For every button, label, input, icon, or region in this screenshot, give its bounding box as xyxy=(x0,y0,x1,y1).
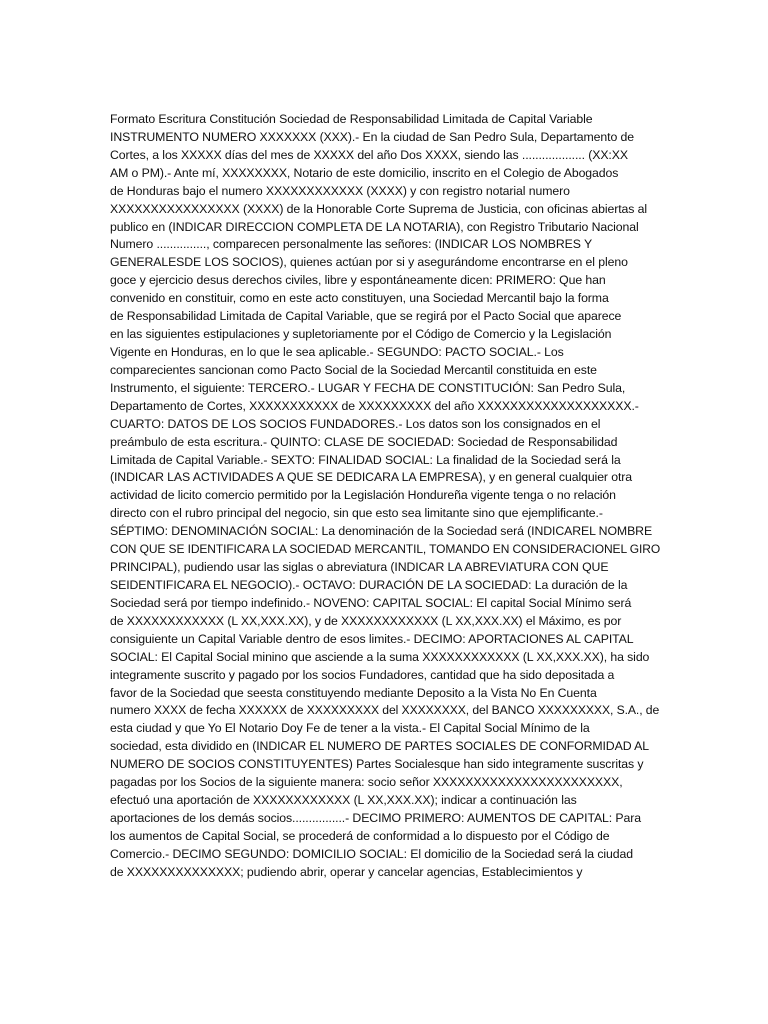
document-text-line: aportaciones de los demás socios................- DECIMO PRIMERO: AUMENTOS DE CAPITAL: Para xyxy=(110,810,641,825)
document-text-line: PRINCIPAL), pudiendo usar las siglas o abreviatura (INDICAR LA ABREVIATURA CON QUE xyxy=(110,560,609,575)
document-text-line: de XXXXXXXXXXXXXX; pudiendo abrir, operar y cancelar agencias, Establecimientos y xyxy=(110,864,583,879)
document-text-line: Formato Escritura Constitución Sociedad de Responsabilidad Limitada de Capital Variable xyxy=(110,112,593,126)
document-text-line: Cortes, a los XXXXX días del mes de XXXXX del año Dos XXXX, siendo las ................... (XX:XX xyxy=(110,147,628,162)
document-text-line: INSTRUMENTO NUMERO XXXXXXX (XXX).- En la ciudad de San Pedro Sula, Departamento de xyxy=(110,129,634,144)
document-text-line: XXXXXXXXXXXXXXXX (XXXX) de la Honorable Corte Suprema de Justicia, con oficinas abiertas al xyxy=(110,201,648,216)
document-text-line: SÉPTIMO: DENOMINACIÓN SOCIAL: La denominación de la Sociedad será (INDICAREL NOMBRE xyxy=(110,524,653,539)
document-page xyxy=(110,111,660,882)
document-text-line: Instrumento, el siguiente: TERCERO.- LUGAR Y FECHA DE CONSTITUCIÓN: San Pedro Sula, xyxy=(110,380,626,395)
document-text-line: AM o PM).- Ante mí, XXXXXXXX, Notario de este domicilio, inscrito en el Colegio de Abogados xyxy=(110,165,619,180)
document-text-line: Numero ..............., comparecen personalmente las señores: (INDICAR LOS NOMBRES Y xyxy=(110,237,593,252)
document-text-line: preámbulo de esta escritura.- QUINTO: CLASE DE SOCIEDAD: Sociedad de Responsabilidad xyxy=(110,434,618,449)
document-text-line: Limitada de Capital Variable.- SEXTO: FINALIDAD SOCIAL: La finalidad de la Sociedad será la xyxy=(110,452,621,467)
document-text-line: CON QUE SE IDENTIFICARA LA SOCIEDAD MERCANTIL, TOMANDO EN CONSIDERACIONEL GIRO xyxy=(110,542,661,557)
document-text-line: sociedad, esta dividido en (INDICAR EL NUMERO DE PARTES SOCIALES DE CONFORMIDAD AL xyxy=(110,739,649,754)
document-text-line: esta ciudad y que Yo El Notario Doy Fe de tener a la vista.- El Capital Social Mínimo de la xyxy=(110,721,590,736)
document-text-line: (INDICAR LAS ACTIVIDADES A QUE SE DEDICARA LA EMPRESA), y en general cualquier otra xyxy=(110,470,633,485)
document-text-line: comparecientes sancionan como Pacto Social de la Sociedad Mercantil constituida en este xyxy=(110,362,597,377)
document-text-line: SEIDENTIFICARA EL NEGOCIO).- OCTAVO: DURACIÓN DE LA SOCIEDAD: La duración de la xyxy=(110,577,628,592)
document-text-line: GENERALESDE LOS SOCIOS), quienes actúan por si y asegurándome encontrarse en el pleno xyxy=(110,255,628,270)
document-text-line: de Honduras bajo el numero XXXXXXXXXXXX (XXXX) y con registro notarial numero xyxy=(110,183,570,198)
document-text-line: Departamento de Cortes, XXXXXXXXXXX de XXXXXXXXX del año XXXXXXXXXXXXXXXXXXX.- xyxy=(110,398,639,413)
document-text-line: publico en (INDICAR DIRECCION COMPLETA DE LA NOTARIA), con Registro Tributario Nacional xyxy=(110,219,639,234)
document-text-line: favor de la Sociedad que seesta constituyendo mediante Deposito a la Vista No En Cuenta xyxy=(110,685,597,700)
document-text-line: Sociedad será por tiempo indefinido.- NOVENO: CAPITAL SOCIAL: El capital Social Mínimo será xyxy=(110,595,632,610)
document-text-line: de Responsabilidad Limitada de Capital Variable, que se regirá por el Pacto Social que aparece xyxy=(110,309,622,324)
document-text-line: convenido en constituir, como en este acto constituyen, una Sociedad Mercantil bajo la forma xyxy=(110,291,609,306)
document-text-line: goce y ejercicio desus derechos civiles, libre y espontáneamente dicen: PRIMERO: Que han xyxy=(110,273,606,288)
document-text-line: actividad de licito comercio permitido por la Legislación Hondureña vigente tenga o no relación xyxy=(110,488,616,503)
document-text-line: de XXXXXXXXXXXX (L XX,XXX.XX), y de XXXXXXXXXXXX (L XX,XXX.XX) el Máximo, es por xyxy=(110,613,622,628)
document-text-line: efectuó una aportación de XXXXXXXXXXXX (L XX,XXX.XX); indicar a continuación las xyxy=(110,793,577,808)
document-text-line: directo con el rubro principal del negocio, sin que esto sea limitante sino que ejemplificante.- xyxy=(110,506,603,521)
document-text-line: consiguiente un Capital Variable dentro de esos limites.- DECIMO: APORTACIONES AL CAPITAL xyxy=(110,631,634,646)
document-text-line: NUMERO DE SOCIOS CONSTITUYENTES) Partes Socialesque han sido integramente suscritas y xyxy=(110,757,644,772)
document-text-line: Comercio.- DECIMO SEGUNDO: DOMICILIO SOCIAL: El domicilio de la Sociedad será la ciudad xyxy=(110,846,633,861)
document-text-line: numero XXXX de fecha XXXXXX de XXXXXXXXX del XXXXXXXX, del BANCO XXXXXXXXX, S.A., de xyxy=(110,703,660,718)
document-text-line: CUARTO: DATOS DE LOS SOCIOS FUNDADORES.- Los datos son los consignados en el xyxy=(110,416,601,431)
document-text-line: pagadas por los Socios de la siguiente manera: socio señor XXXXXXXXXXXXXXXXXXXXXXX, xyxy=(110,775,623,790)
document-text-line: Vigente en Honduras, en lo que le sea aplicable.- SEGUNDO: PACTO SOCIAL.- Los xyxy=(110,344,564,359)
document-text-line: integramente suscrito y pagado por los socios Fundadores, cantidad que ha sido depositada a xyxy=(110,667,615,682)
document-text-line: SOCIAL: El Capital Social minino que asciende a la suma XXXXXXXXXXXX (L XX,XXX.XX), ha sido xyxy=(110,649,650,664)
document-text-line: los aumentos de Capital Social, se procederá de conformidad a lo dispuesto por el Código de xyxy=(110,828,610,843)
document-text-line: en las siguientes estipulaciones y supletoriamente por el Código de Comercio y la Legislación xyxy=(110,327,612,342)
